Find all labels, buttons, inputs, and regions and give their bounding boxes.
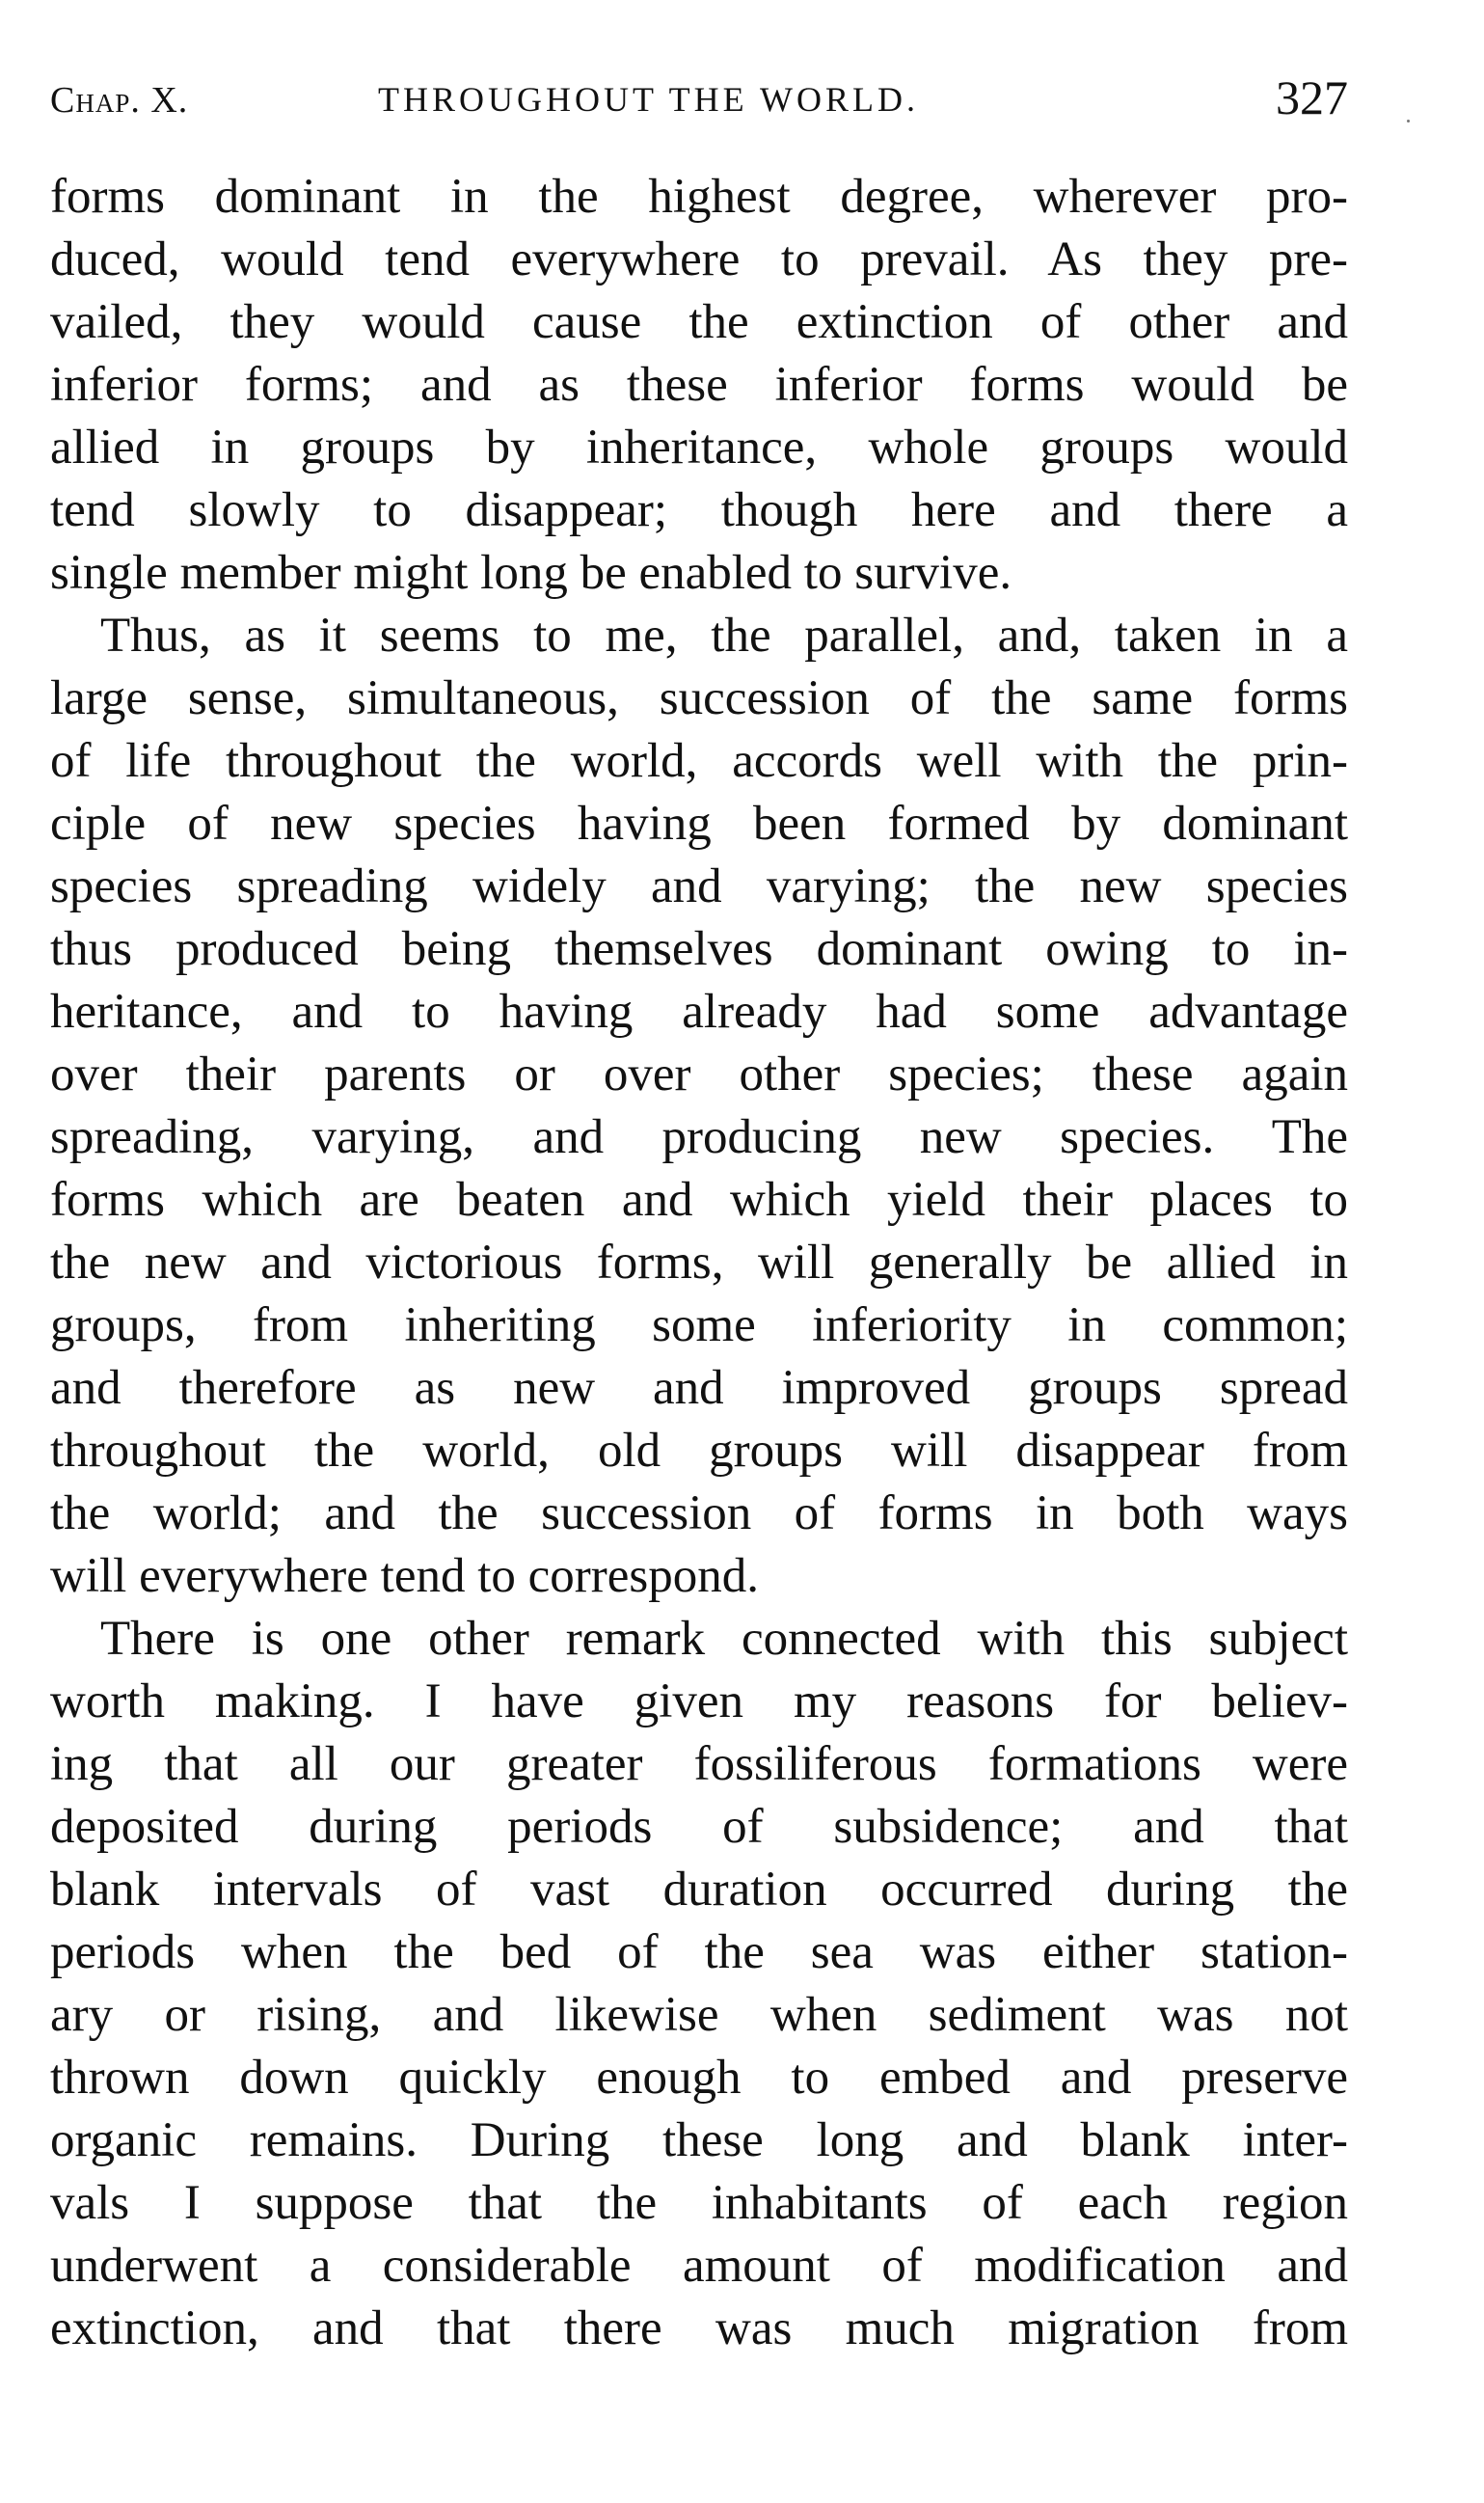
text-line: forms which are beaten and which yield their places to (50, 1173, 1348, 1227)
text-line: organic remains. During these long and blank inter- (50, 2113, 1348, 2167)
running-title: THROUGHOUT THE WORLD. (378, 80, 919, 119)
text-line: thus produced being themselves dominant owing to in- (50, 922, 1348, 976)
text-line: allied in groups by inheritance, whole groups would (50, 421, 1348, 475)
book-page (50, 58, 1348, 2360)
text-line: will everywhere tend to correspond. (50, 1549, 759, 1603)
text-line: There is one other remark connected with this subject (100, 1612, 1348, 1666)
text-line: ciple of new species having been formed by dominant (50, 797, 1348, 851)
text-line: over their parents or over other species; these again (50, 1047, 1348, 1102)
text-line: spreading, varying, and producing new species. The (50, 1110, 1348, 1164)
text-line: extinction, and that there was much migration from (50, 2301, 1348, 2355)
text-line: duced, would tend everywhere to prevail. As they pre- (50, 232, 1348, 286)
text-line: inferior forms; and as these inferior forms would be (50, 358, 1348, 412)
ink-speck (1407, 120, 1410, 122)
text-line: of life throughout the world, accords well with the prin- (50, 734, 1348, 788)
text-line: throughout the world, old groups will disappear from (50, 1424, 1348, 1478)
text-line: large sense, simultaneous, succession of the same forms (50, 671, 1348, 725)
text-line: worth making. I have given my reasons for believ- (50, 1674, 1348, 1728)
body-text (50, 166, 1348, 2360)
running-head (50, 58, 1348, 135)
text-line: blank intervals of vast duration occurred during the (50, 1863, 1348, 1917)
text-line: thrown down quickly enough to embed and preserve (50, 2051, 1348, 2105)
text-line: groups, from inheriting some inferiority in common; (50, 1298, 1348, 1352)
text-line: ary or rising, and likewise when sediment was not (50, 1988, 1348, 2042)
text-line: Thus, as it seems to me, the parallel, and, taken in a (100, 609, 1348, 663)
text-line: vals I suppose that the inhabitants of each region (50, 2176, 1348, 2230)
text-line: the world; and the succession of forms in both ways (50, 1486, 1348, 1540)
text-line: species spreading widely and varying; the new species (50, 859, 1348, 913)
text-line: single member might long be enabled to survive. (50, 546, 1012, 600)
page-number: 327 (1276, 70, 1348, 124)
text-line: underwent a considerable amount of modification and (50, 2239, 1348, 2293)
text-line: ing that all our greater fossiliferous formations were (50, 1737, 1348, 1791)
text-line: tend slowly to disappear; though here and there a (50, 483, 1348, 537)
text-line: periods when the bed of the sea was either station- (50, 1925, 1348, 1979)
text-line: the new and victorious forms, will generally be allied in (50, 1236, 1348, 1290)
chapter-label: Chap. X. (50, 80, 189, 121)
text-line: forms dominant in the highest degree, wherever pro- (50, 170, 1348, 224)
text-line: heritance, and to having already had some advantage (50, 985, 1348, 1039)
text-line: vailed, they would cause the extinction of other and (50, 295, 1348, 349)
text-line: and therefore as new and improved groups spread (50, 1361, 1348, 1415)
text-line: deposited during periods of subsidence; and that (50, 1800, 1348, 1854)
